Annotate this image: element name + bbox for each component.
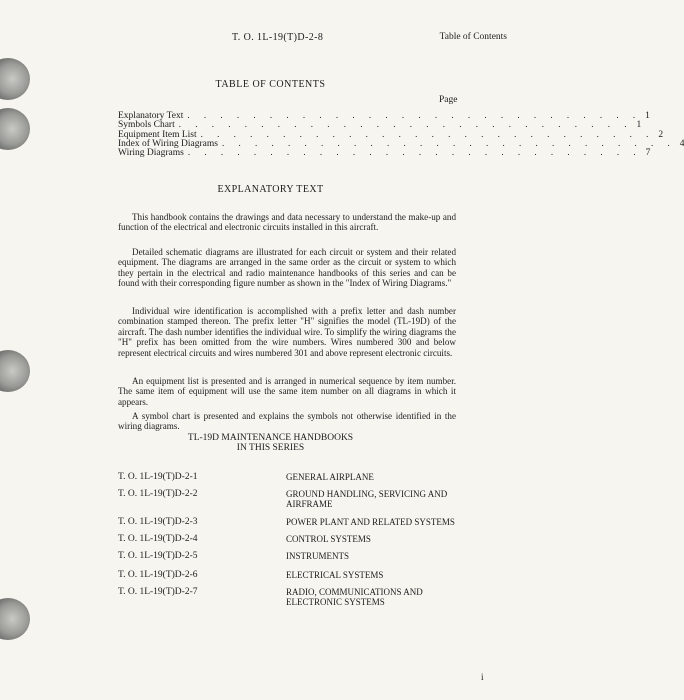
toc-entry-page: 2 [658, 129, 664, 140]
leader-dots: . . . . . . . . . . . . . . . . . . . . . . . . . . . . [187, 110, 642, 120]
toc-entry-page: 1 [636, 120, 642, 131]
handbook-name: CONTROL SYSTEMS [286, 534, 371, 544]
handbook-name: INSTRUMENTS [286, 551, 350, 561]
handbook-name: GROUND HANDLING, SERVICING AND AIRFRAME [286, 489, 448, 509]
leader-dots: . . . . . . . . . . . . . . . . . . . . . . . . . . . . [178, 119, 633, 130]
toc-entry-label: Wiring Diagrams [118, 148, 184, 159]
handbook-code: T. O. 1L-19(T)D-2-5 [118, 551, 198, 561]
handbook-code: T. O. 1L-19(T)D-2-3 [118, 517, 198, 527]
handbook-code: T. O. 1L-19(T)D-2-2 [118, 489, 198, 499]
toc-entry[interactable] [118, 147, 651, 159]
document-number: T. O. 1L-19(T)D-2-8 [232, 32, 324, 43]
handbook-code: T. O. 1L-19(T)D-2-1 [118, 472, 198, 482]
paragraph: A symbol chart is presented and explains the symbols not otherwise identified in the wiring diagrams. [118, 411, 456, 432]
paragraph: This handbook contains the drawings and data necessary to understand the make-up and function of the electrical and electronic circuits installed in this aircraft. [118, 212, 456, 233]
page-number: i [481, 672, 484, 682]
leader-dots: . . . . . . . . . . . . . . . . . . . . . . . . . . . . [187, 147, 642, 158]
paragraph: Individual wire identification is accomplished with a prefix letter and dash number combination stamped thereon. The prefix letter "H" signifies the model (TL-19D) of the aircraft. The dash number identifies the individual wire. To simplify the wiring diagrams the "H" prefix has been omitted from the wire numbers. Wires numbered 300 and below represent electrical circuits and wires numbered 301 and above represent electronic circuits. [118, 306, 456, 358]
toc-page-heading: Page [439, 95, 458, 105]
leader-dots: . . . . . . . . . . . . . . . . . . . . . . . . . . . . [221, 137, 676, 148]
handbooks-title-line: IN THIS SERIES [236, 443, 305, 453]
toc-list [118, 110, 684, 159]
toc-entry-label: Equipment Item List [118, 129, 197, 140]
handbook-code: T. O. 1L-19(T)D-2-7 [118, 587, 198, 597]
toc-entry-page: 7 [645, 148, 651, 159]
leader-dots: . . . . . . . . . . . . . . . . . . . . . . . . . . . . [200, 128, 655, 139]
paragraph: Detailed schematic diagrams are illustrated for each circuit or system and their related equipment. The diagrams are arranged in the same order as the circuit or system to which they pertain in the electrical and radio maintenance handbooks of this series and can be found with their corresponding figure number as shown in the "Index of Wiring Diagrams." [118, 247, 456, 289]
toc-entry-label: Symbols Chart [118, 120, 175, 131]
binder-hole [0, 350, 30, 392]
section-label: Table of Contents [439, 32, 507, 42]
handbook-code: T. O. 1L-19(T)D-2-6 [118, 570, 198, 580]
toc-entry-page: 4 [679, 138, 684, 149]
handbooks-title [0, 433, 541, 453]
explanatory-title: EXPLANATORY TEXT [217, 184, 324, 195]
handbooks-title-line: TL-19D MAINTENANCE HANDBOOKS [187, 433, 354, 443]
paragraph: An equipment list is presented and is arranged in numerical sequence by item number. The same item of equipment will use the same item number on all diagrams in which it appears. [118, 376, 456, 407]
toc-title: TABLE OF CONTENTS [215, 79, 326, 90]
handbook-name: GENERAL AIRPLANE [286, 472, 374, 482]
binder-hole [0, 108, 30, 150]
handbook-name: ELECTRICAL SYSTEMS [286, 570, 384, 580]
toc-entry-page: 1 [645, 111, 650, 121]
toc-entry-label: Index of Wiring Diagrams [118, 138, 218, 149]
handbook-name: RADIO, COMMUNICATIONS AND ELECTRONIC SYSTEMS [286, 587, 423, 607]
handbook-code: T. O. 1L-19(T)D-2-4 [118, 534, 198, 544]
toc-entry-label: Explanatory Text [118, 111, 184, 121]
binder-hole [0, 598, 30, 640]
handbook-name: POWER PLANT AND RELATED SYSTEMS [286, 517, 455, 527]
